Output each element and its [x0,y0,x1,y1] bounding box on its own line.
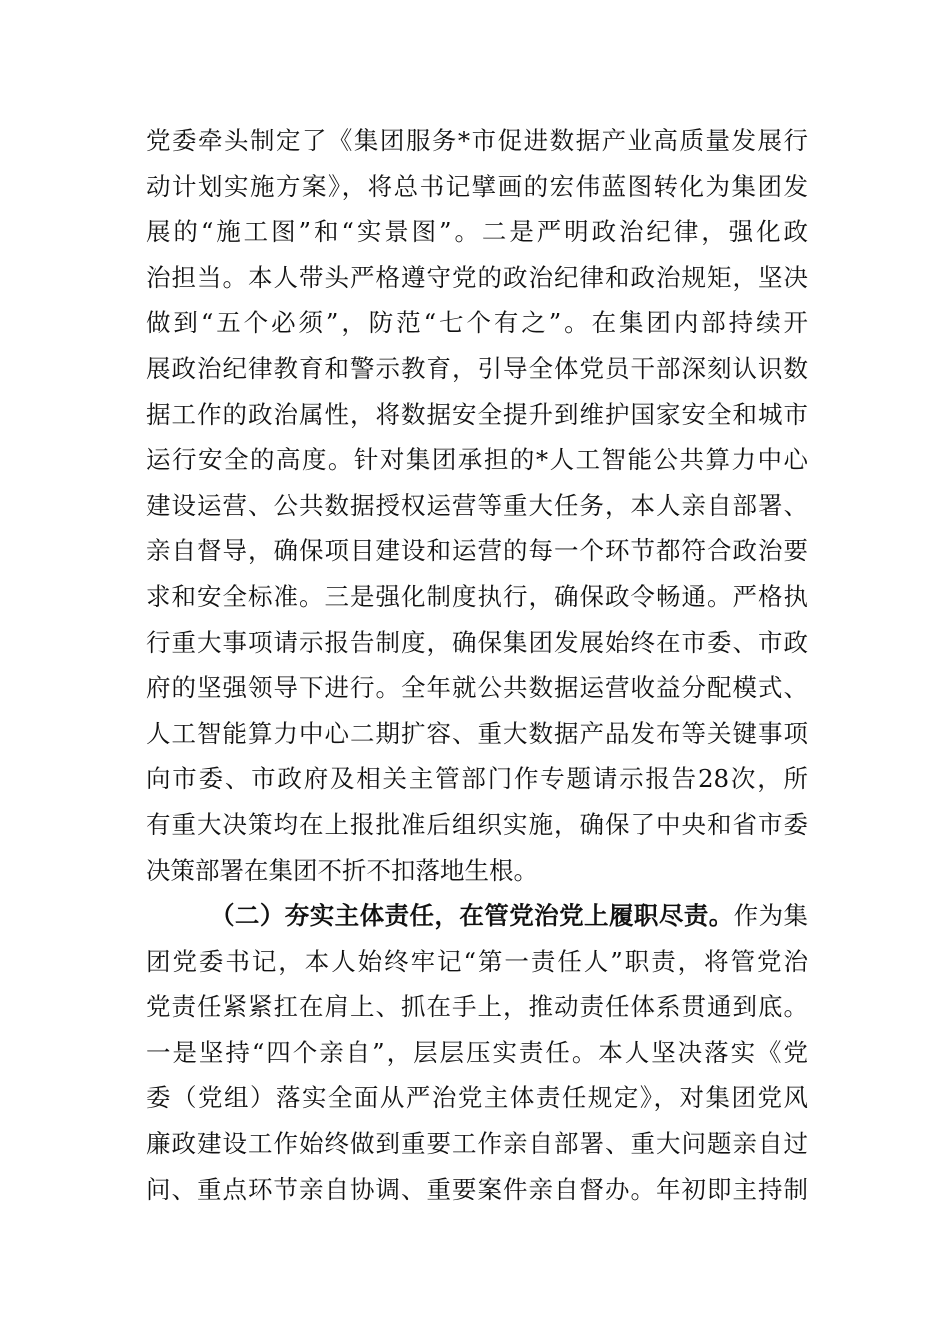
text-line: 问、重点环节亲自协调、重要案件亲自督办。年初即主持制 [146,1174,808,1204]
text-line: 行重大事项请示报告制度，确保集团发展始终在市委、市政 [146,627,808,657]
text-line: 亲自督导，确保项目建设和运营的每一个环节都符合政治要 [146,536,808,566]
text-line: 动计划实施方案》，将总书记擘画的宏伟蓝图转化为集团发 [146,171,808,201]
text-line: 一是坚持“四个亲自”，层层压实责任。本人坚决落实《党 [146,1037,808,1067]
paragraph-1 [146,118,808,893]
text-line: 廉政建设工作始终做到重要工作亲自部署、重大问题亲自过 [146,1129,808,1159]
text-line: 团党委书记，本人始终牢记“第一责任人”职责，将管党治 [146,946,808,976]
text-line: 建设运营、公共数据授权运营等重大任务，本人亲自部署、 [146,490,808,520]
text-line: 党委牵头制定了《集团服务*市促进数据产业高质量发展行 [146,126,808,155]
text-line: 府的坚强领导下进行。全年就公共数据运营收益分配模式、 [146,673,808,703]
text-line: 治担当。本人带头严格遵守党的政治纪律和政治规矩，坚决 [146,262,808,292]
section-heading: （二）夯实主体责任，在管党治党上履职尽责。 [210,901,734,931]
text-line: 运行安全的高度。针对集团承担的*人工智能公共算力中心 [146,445,808,475]
text-line: 党责任紧紧扛在肩上、抓在手上，推动责任体系贯通到底。 [146,992,808,1022]
text-line: 展政治纪律教育和警示教育，引导全体党员干部深刻认识数 [146,353,808,383]
section-heading-line [146,893,808,939]
text-line: 人工智能算力中心二期扩容、重大数据产品发布等关键事项 [146,718,808,748]
text-fragment: 作为集 [733,901,808,931]
text-line: 做到“五个必须”，防范“七个有之”。在集团内部持续开 [146,308,808,338]
text-line: 展的“施工图”和“实景图”。二是严明政治纪律，强化政 [146,217,808,247]
text-line: 有重大决策均在上报批准后组织实施，确保了中央和省市委 [146,809,808,839]
text-line: 委（党组）落实全面从严治党主体责任规定》，对集团党风 [146,1083,808,1113]
document-body [146,118,808,1212]
text-line: 向市委、市政府及相关主管部门作专题请示报告28次，所 [146,764,808,794]
paragraph-2 [146,893,808,1212]
text-line: 据工作的政治属性，将数据安全提升到维护国家安全和城市 [146,399,808,429]
text-line: 求和安全标准。三是强化制度执行，确保政令畅通。严格执 [146,581,808,611]
text-line: 决策部署在集团不折不扣落地生根。 [146,855,538,885]
